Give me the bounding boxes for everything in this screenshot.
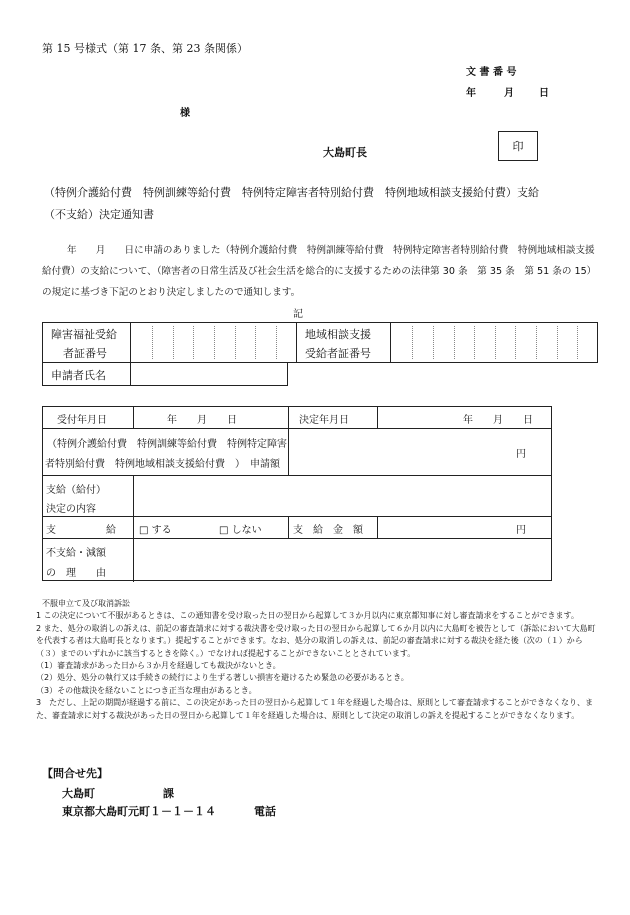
appeal-note-2-3: （3）その他裁決を経ないことにつき正当な理由があるとき。 (36, 685, 257, 695)
received-date-value: 年 月 日 (167, 415, 237, 426)
reason-label-b: の 理 由 (46, 568, 106, 579)
decision-date-label: 決定年月日 (299, 415, 349, 426)
intro-text: 年 月 日に申請のありました（特例介護給付費 特例訓練等給付費 特例特定障害者特別給付費 特例地域相談支援給付費）の支給について、（障害者の日常生活及び社会生活を総合的に支援するための法律第 30 条 第 35 条 第 51 条の 15）の規定に基づき下記のとおり決定しましたので通知します。 (42, 245, 597, 298)
claim-amount-yen: 円 (516, 449, 526, 460)
contact-town: 大島町 (62, 787, 95, 800)
document-number-label: 文 書 番 号 (466, 67, 517, 78)
claim-label-line-2: 者特別給付費 特例地域相談支援給付費 ） 申請額 (45, 459, 280, 470)
applicant-row (42, 362, 288, 386)
certificate-number-table (42, 322, 598, 363)
welfare-cert-label-b: 者証番号 (63, 347, 107, 360)
payment-no-checkbox[interactable]: □ しない (219, 525, 262, 536)
contact-heading: 【問合せ先】 (42, 767, 108, 780)
form-number: 第 15 号様式（第 17 条、第 23 条関係） (42, 42, 248, 55)
consult-cert-label-a: 地域相談支援 (305, 328, 371, 341)
title-line-2: （不支給）決定通知書 (44, 208, 154, 221)
appeal-note-2: 2 また、処分の取消しの訴えは、前記の審査請求に対する裁決書を受け取った日の翌日から起算して６か月以内に大島町を被告として（訴訟において大島町を代表する者は大島町長となります。）提起することができます。なお、処分の取消しの訴えは、前記の審査請求に対する裁決を経た後（次の（１）から（３）までのいずれかに該当するときを除く。）でなければ提起することができないこととされています。 (36, 623, 596, 658)
benefit-content-label-b: 決定の内容 (46, 504, 96, 515)
seal-stamp-box (498, 131, 538, 161)
consult-cert-label-b: 受給者証番号 (305, 347, 371, 360)
reason-label-a: 不支給・減額 (46, 548, 106, 559)
ki-label: 記 (293, 309, 303, 320)
date-day: 日 (539, 88, 549, 99)
appeal-notes-heading: 不服申立て及び取消訴訟 (42, 599, 130, 608)
decision-table (42, 406, 552, 581)
seal-stamp-text: 印 (512, 140, 524, 153)
appeal-note-2-2: （2）処分、処分の執行又は手続きの続行により生ずる著しい損害を避けるため緊急の必要があるとき。 (36, 673, 409, 683)
appeal-note-3: 3 ただし、上記の期間が経過する前に、この決定があった日の翌日から起算して１年を経過した場合は、原則として審査請求することができなくなり、また、審査請求に対する裁決があった日の翌日から起算して１年を経過した場合は、原則として決定の取消しの訴えを提起することができなくなります。 (36, 698, 594, 720)
contact-section-suffix: 課 (163, 787, 174, 800)
contact-phone-label: 電話 (254, 805, 276, 818)
date-year: 年 (466, 88, 476, 99)
date-month: 月 (504, 88, 514, 99)
welfare-cert-label-a: 障害福祉受給 (51, 328, 117, 341)
claim-label-line-1: （特例介護給付費 特例訓練等給付費 特例特定障害 (47, 439, 287, 450)
received-date-label: 受付年月日 (57, 415, 107, 426)
intro-paragraph (42, 240, 598, 303)
appeal-notes (36, 598, 602, 722)
applicant-name-label: 申請者氏名 (51, 369, 106, 382)
payment-amount-label: 支 給 金 額 (293, 525, 363, 536)
contact-address: 東京都大島町元町１－１－１４ (62, 805, 216, 818)
addressee-suffix: 様 (180, 108, 190, 119)
benefit-content-label-a: 支給（給付） (46, 485, 106, 496)
payment-yes-checkbox[interactable]: □ する (139, 525, 172, 536)
issuer-name: 大島町長 (323, 146, 367, 159)
title-line-1: （特例介護給付費 特例訓練等給付費 特例特定障害者特別給付費 特例地域相談支援給付費）支給 (44, 186, 539, 199)
payment-label: 支 給 (46, 525, 116, 536)
appeal-note-1: 1 この決定について不服があるときは、この通知書を受け取った日の翌日から起算して３か月以内に東京都知事に対し審査請求をすることができます。 (36, 611, 579, 621)
decision-date-value: 年 月 日 (463, 415, 533, 426)
payment-amount-yen: 円 (516, 525, 526, 536)
appeal-note-2-1: （1）審査請求があった日から３か月を経過しても裁決がないとき。 (36, 661, 281, 671)
